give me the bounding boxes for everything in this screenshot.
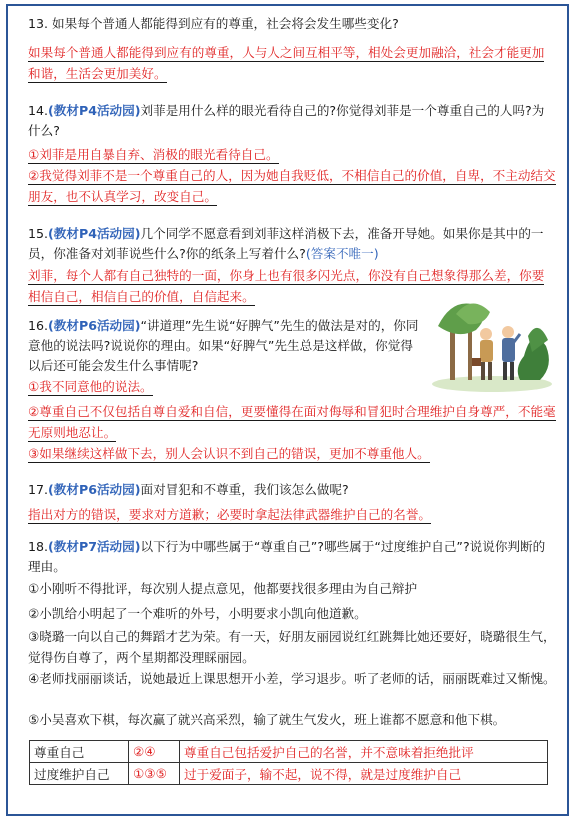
- q16-answer-3-text: ③如果继续这样做下去，别人会认识不到自己的错误，更加不尊重他人。: [28, 446, 430, 461]
- q17-question: [28, 480, 556, 500]
- q15-question: [28, 224, 556, 264]
- q18-tag: (教材P7活动园): [48, 539, 141, 554]
- q15-num: 15.: [28, 226, 49, 241]
- q15-answer-text: 刘菲，每个人都有自己独特的一面，你身上也有很多闪光点，你没有自己想象得那么差，你要相信自己，相信自己的价值，自信起来。: [28, 268, 545, 304]
- q14-text: 刘菲是用什么样的眼光看待自己的?你觉得刘菲是一个尊重自己的人吗?为什么?: [28, 103, 545, 138]
- q16-text: “讲道理”先生说“好脾气”先生的做法是对的，你同意他的说法吗?说说你的理由。如果“好脾气”先生总是这样做，你觉得以后还可能会发生什么事情呢?: [28, 318, 419, 373]
- q15-text: 几个同学不愿意看到刘菲这样消极下去，准备开导她。如果你是其中的一员，你准备对刘菲说些什么?你的纸条上写着什么?: [28, 226, 544, 261]
- q16-answer-1-text: ①我不同意他的说法。: [28, 379, 153, 394]
- row-label: 尊重自己: [30, 741, 129, 763]
- q18-item-1: ①小刚听不得批评，每次别人提点意见，他都要找很多理由为自己辩护: [28, 581, 418, 596]
- table-row: [30, 763, 548, 785]
- q15-hint: (答案不唯一): [305, 246, 379, 261]
- q14-answer-2: [28, 166, 556, 207]
- q16-question: [28, 316, 420, 376]
- q16-tag: (教材P6活动园): [48, 318, 141, 333]
- q14-answer-2-text: ②我觉得刘菲不是一个尊重自己的人，因为她自我贬低，不相信自己的价值，自卑，不主动结交朋友，也不认真学习，改变自己。: [28, 168, 556, 204]
- q18-item-4: ④老师找丽丽谈话，说她最近上课思想开小差，学习退步。听了老师的话，丽丽既难过又惭愧。: [28, 671, 556, 686]
- q18-item-5: ⑤小吴喜欢下棋，每次赢了就兴高采烈，输了就生气发火，班上谁都不愿意和他下棋。: [28, 712, 506, 727]
- q17-tag: (教材P6活动园): [48, 482, 141, 497]
- q18-num: 18.: [28, 539, 49, 554]
- q14-answer-1-text: ①刘菲是用自暴自弃、消极的眼光看待自己。: [28, 147, 279, 162]
- q15-tag: (教材P4活动园): [48, 226, 141, 241]
- row-nums: ②④: [129, 741, 180, 763]
- q18-answer-table: [29, 740, 548, 785]
- q14-answer-1: [28, 145, 556, 166]
- q14-num: 14.: [28, 103, 49, 118]
- q18-question: [28, 537, 556, 577]
- q18-item-3: ③晓璐一向以自己的舞蹈才艺为荣。有一天，好朋友丽园说红红跳舞比她还要好，晓璐很生气，觉得伤自尊了，两个星期都没理睬丽园。: [28, 629, 556, 665]
- q16-answer-3: [28, 444, 556, 465]
- q14-tag: (教材P4活动园): [48, 103, 141, 118]
- q17-num: 17.: [28, 482, 49, 497]
- q17-answer-text: 指出对方的错误，要求对方道歉；必要时拿起法律武器维护自己的名誉。: [28, 507, 431, 522]
- q16-answer-1: [28, 377, 556, 398]
- row-reason: 尊重自己包括爱护自己的名誉，并不意味着拒绝批评: [180, 741, 548, 763]
- q13-answer-text: 如果每个普通人都能得到应有的尊重，人与人之间互相平等，相处会更加融洽，社会才能更加和谐，生活会更加美好。: [28, 45, 545, 81]
- q18-item-2: ②小凯给小明起了一个难听的外号，小明要求小凯向他道歉。: [28, 606, 367, 621]
- q17-text: 面对冒犯和不尊重，我们该怎么做呢?: [140, 482, 349, 497]
- row-label: 过度维护自己: [30, 763, 129, 785]
- q16-num: 16.: [28, 318, 49, 333]
- row-reason: 过于爱面子，输不起，说不得，就是过度维护自己: [180, 763, 548, 785]
- q17-answer: [28, 505, 556, 526]
- q13-answer: [28, 43, 556, 84]
- q16-answer-2-text: ②尊重自己不仅包括自尊自爱和自信，更要懂得在面对侮辱和冒犯时合理维护自身尊严，不能毫无原则地忍让。: [28, 404, 556, 440]
- q13-question: 13. 如果每个普通人都能得到应有的尊重，社会将会发生哪些变化?: [28, 16, 399, 31]
- q14-question: [28, 101, 556, 141]
- row-nums: ①③⑤: [129, 763, 180, 785]
- q16-answer-2: [28, 402, 556, 443]
- q18-text: 以下行为中哪些属于“尊重自己”?哪些属于“过度维护自己”?说说你判断的理由。: [28, 539, 546, 574]
- table-row: [30, 741, 548, 763]
